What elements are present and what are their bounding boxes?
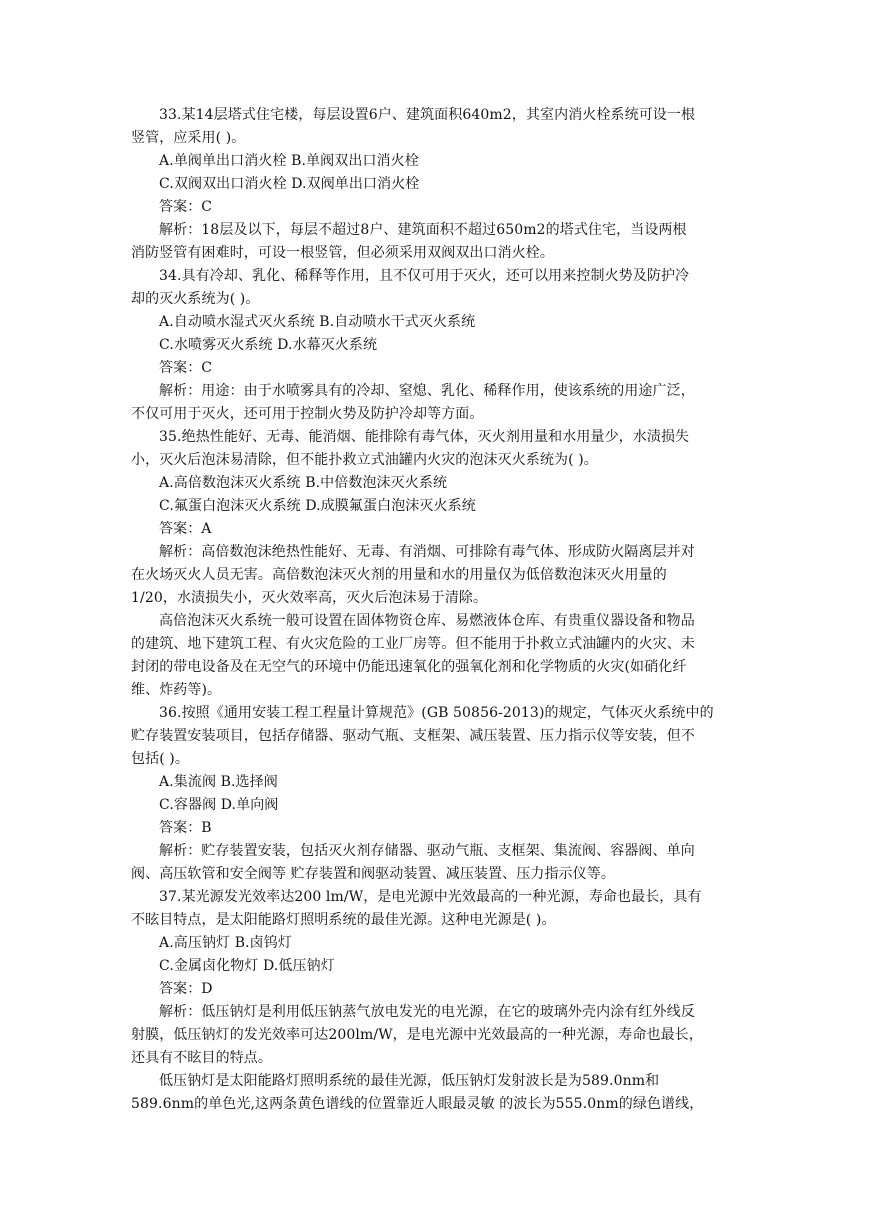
question-34 xyxy=(131,265,738,426)
answer-line: 答案：C xyxy=(159,360,213,376)
option-line: A.单阀单出口消火栓 B.单阀双出口消火栓 xyxy=(159,153,419,169)
analysis-line: 在火场灭火人员无害。高倍数泡沫灭火剂的用量和水的用量仅为低倍数泡沫灭火用量的 xyxy=(131,567,667,583)
analysis-line: 还具有不眩目的特点。 xyxy=(131,1050,272,1066)
question-stem-line: 35.绝热性能好、无毒、能消烟、能排除有毒气体，灭火剂用量和水用量少，水渍损失 xyxy=(159,429,690,445)
answer-line: 答案：B xyxy=(159,820,212,836)
analysis-paragraph-line: 维、炸药等)。 xyxy=(131,682,222,698)
analysis-line: 阀、高压软管和安全阀等 贮存装置和阀驱动装置、减压装置、压力指示仪等。 xyxy=(131,866,615,882)
option-line: C.金属卤化物灯 D.低压钠灯 xyxy=(159,958,335,974)
answer-line: 答案：D xyxy=(159,981,213,997)
question-stem-line: 不眩目特点，是太阳能路灯照明系统的最佳光源。这种电光源是( )。 xyxy=(131,912,556,928)
analysis-line: 解析：高倍数泡沫绝热性能好、无毒、有消烟、可排除有毒气体、形成防火隔离层并对 xyxy=(159,544,695,560)
analysis-line: 解析：18层及以下，每层不超过8户、建筑面积不超过650m2的塔式住宅，当设两根 xyxy=(159,222,687,238)
question-stem-line: 却的灭火系统为( )。 xyxy=(131,291,260,307)
analysis-line: 射膜，低压钠灯的发光效率可达200lm/W，是电光源中光效最高的一种光源，寿命也最长， xyxy=(131,1027,703,1043)
question-33 xyxy=(131,104,738,265)
option-line: C.氟蛋白泡沫灭火系统 D.成膜氟蛋白泡沫灭火系统 xyxy=(159,498,476,514)
question-stem-line: 34.具有冷却、乳化、稀释等作用，且不仅可用于灭火，还可以用来控制火势及防护冷 xyxy=(159,268,690,284)
answer-line: 答案：C xyxy=(159,199,213,215)
question-stem-line: 小，灭火后泡沫易清除，但不能扑救立式油罐内火灾的泡沫灭火系统为( )。 xyxy=(131,452,598,468)
analysis-line: 解析：低压钠灯是利用低压钠蒸气放电发光的电光源，在它的玻璃外壳内涂有红外线反 xyxy=(159,1004,695,1020)
analysis-paragraph-line: 的建筑、地下建筑工程、有火灾危险的工业厂房等。但不能用于扑救立式油罐内的火灾、未 xyxy=(131,636,695,652)
question-stem-line: 37.某光源发光效率达200 lm/W，是电光源中光效最高的一种光源，寿命也最长，具有 xyxy=(159,889,702,905)
analysis-line: 解析：用途：由于水喷雾具有的冷却、窒熄、乳化、稀释作用，使该系统的用途广泛， xyxy=(159,383,695,399)
analysis-line: 消防竖管有困难时，可设一根竖管，但必须采用双阀双出口消火栓。 xyxy=(131,245,554,261)
question-stem-line: 36.按照《通用安装工程工程量计算规范》(GB 50856-2013)的规定，气体灭火系统中的 xyxy=(159,705,714,721)
question-36 xyxy=(131,702,738,886)
analysis-line: 不仅可用于灭火，还可用于控制火势及防护冷却等方面。 xyxy=(131,406,484,422)
option-line: C.水喷雾灭火系统 D.水幕灭火系统 xyxy=(159,337,378,353)
option-line: A.高压钠灯 B.卤钨灯 xyxy=(159,935,292,951)
option-line: C.容器阀 D.单向阀 xyxy=(159,797,279,813)
option-line: A.集流阀 B.选择阀 xyxy=(159,774,278,790)
analysis-paragraph-line: 封闭的带电设备及在无空气的环境中仍能迅速氧化的强氧化剂和化学物质的火灾(如硝化纤 xyxy=(131,659,687,675)
analysis-line: 解析：贮存装置安装，包括灭火剂存储器、驱动气瓶、支框架、集流阀、容器阀、单向 xyxy=(159,843,695,859)
analysis-paragraph-line: 589.6nm的单色光,这两条黄色谱线的位置靠近人眼最灵敏 的波长为555.0nm的绿色谱线， xyxy=(131,1096,704,1112)
analysis-paragraph-line: 低压钠灯是太阳能路灯照明系统的最佳光源，低压钠灯发射波长是为589.0nm和 xyxy=(159,1073,660,1089)
option-line: C.双阀双出口消火栓 D.双阀单出口消火栓 xyxy=(159,176,420,192)
analysis-paragraph-line: 高倍泡沫灭火系统一般可设置在固体物资仓库、易燃液体仓库、有贵重仪器设备和物品 xyxy=(159,613,695,629)
question-35 xyxy=(131,426,738,702)
question-37 xyxy=(131,886,738,1116)
analysis-line: 1/20，水渍损失小，灭火效率高，灭火后泡沫易于清除。 xyxy=(131,590,488,606)
question-stem-line: 包括( )。 xyxy=(131,751,189,767)
question-stem-line: 竖管，应采用( )。 xyxy=(131,130,246,146)
answer-line: 答案：A xyxy=(159,521,212,537)
question-stem-line: 贮存装置安装项目，包括存储器、驱动气瓶、支框架、减压装置、压力指示仪等安装，但不 xyxy=(131,728,695,744)
option-line: A.自动喷水湿式灭火系统 B.自动喷水干式灭火系统 xyxy=(159,314,476,330)
question-stem-line: 33.某14层塔式住宅楼，每层设置6户、建筑面积640m2，其室内消火栓系统可设一根 xyxy=(159,107,696,123)
option-line: A.高倍数泡沫灭火系统 B.中倍数泡沫灭火系统 xyxy=(159,475,448,491)
